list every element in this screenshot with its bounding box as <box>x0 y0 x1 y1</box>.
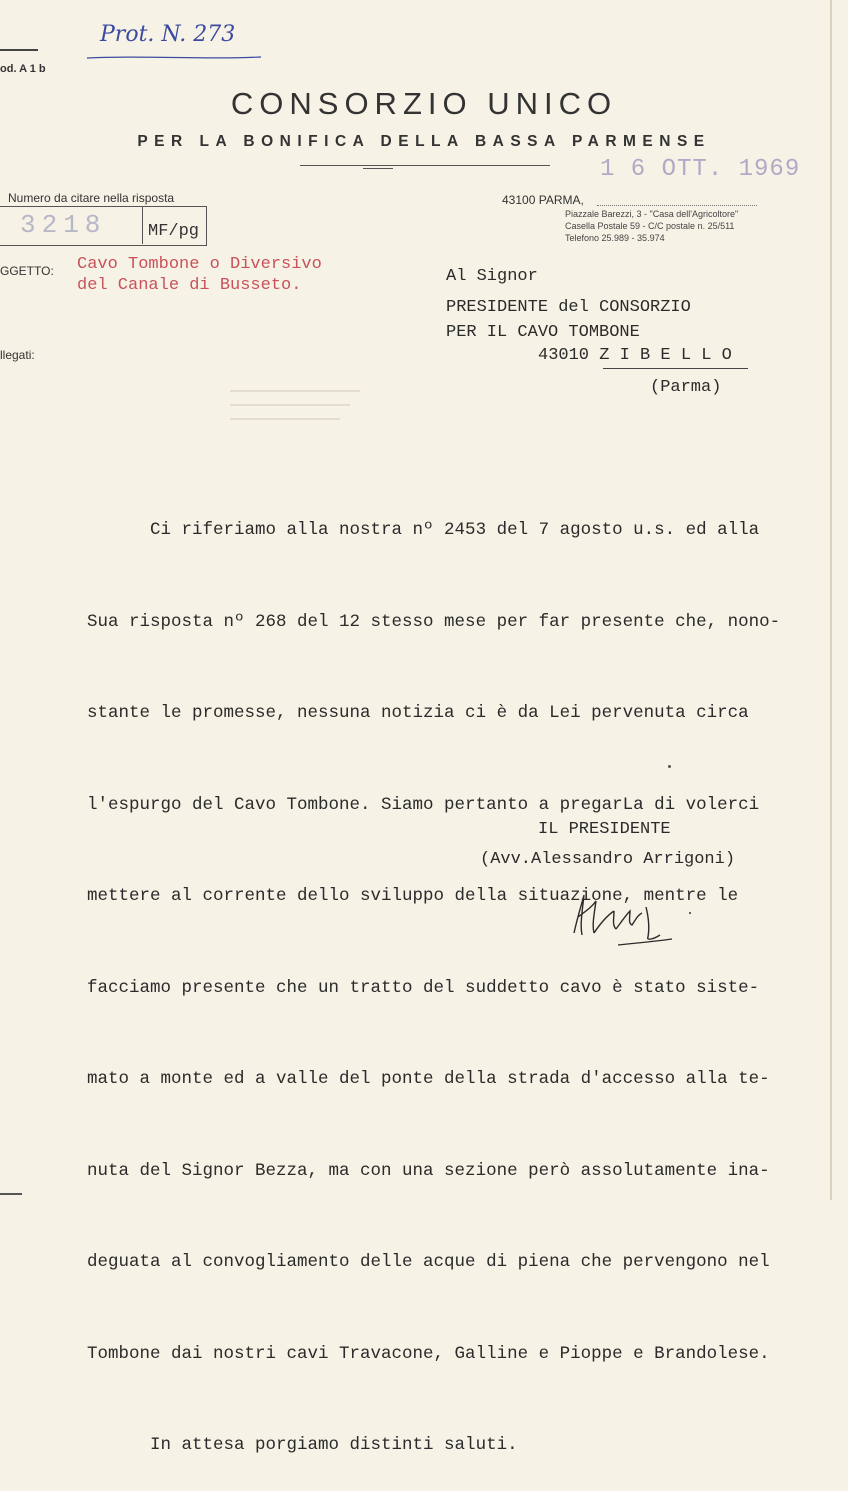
body-line: deguata al convogliamento delle acque di piena che pervengono nel <box>87 1252 770 1272</box>
oggetto-label: GGETTO: <box>0 264 54 278</box>
signature-name: (Avv.Alessandro Arrigoni) <box>480 850 736 869</box>
city-line: 43100 PARMA, <box>502 193 584 207</box>
body-line: mettere al corrente dello sviluppo della situazione, mentre le <box>87 886 739 906</box>
address-line: Casella Postale 59 - C/C postale n. 25/511 <box>565 221 735 231</box>
recipient-city-underline <box>603 368 748 369</box>
left-edge-dash <box>0 49 38 51</box>
bleed-mark <box>230 392 350 406</box>
recipient-province: (Parma) <box>650 378 722 397</box>
recipient-line: PRESIDENTE del CONSORZIO <box>446 298 691 317</box>
bleed-mark <box>230 380 360 392</box>
body-line: nuta del Signor Bezza, ma con una sezione però assolutamente ina- <box>87 1160 770 1181</box>
reference-initials: MF/pg <box>148 222 200 241</box>
body-line: Ci riferiamo alla nostra nº 2453 del 7 agosto u.s. ed alla <box>87 520 760 540</box>
handwritten-signature <box>568 885 698 955</box>
left-edge-lower-dash <box>0 1193 22 1195</box>
body-line: facciamo presente che un tratto del suddetto cavo è stato siste- <box>87 977 760 998</box>
mod-code: od. A 1 b <box>0 63 46 75</box>
body-line: mato a monte ed a valle del ponte della strada d'accesso alla te- <box>87 1069 770 1089</box>
ink-dot <box>668 765 671 768</box>
signature-title: IL PRESIDENTE <box>538 820 671 839</box>
handwritten-protocol: Prot. N. 273 <box>100 22 236 47</box>
date-stamp: 1 6 OTT. 1969 <box>600 156 801 183</box>
body-line: Sua risposta nº 268 del 12 stesso mese per far presente che, nono- <box>87 611 781 632</box>
oggetto-line: del Canale di Busseto. <box>77 276 302 295</box>
letter-body <box>87 454 780 1491</box>
recipient-line: PER IL CAVO TOMBONE <box>446 323 640 342</box>
body-line: l'espurgo del Cavo Tombone. Siamo pertanto a pregarLa di volerci <box>87 794 760 815</box>
letterhead-divider-mark <box>363 162 393 169</box>
city-dotted-line <box>597 205 757 206</box>
reference-number: 3218 <box>20 210 107 240</box>
allegati-label: llegati: <box>0 348 35 362</box>
address-block <box>565 208 738 244</box>
address-line: Piazzale Barezzi, 3 - "Casa dell'Agricoltore" <box>565 209 739 219</box>
oggetto-text <box>77 254 322 296</box>
page-subtitle: PER LA BONIFICA DELLA BASSA PARMENSE <box>137 133 711 150</box>
body-line: In attesa porgiamo distinti saluti. <box>87 1435 518 1455</box>
page-title: CONSORZIO UNICO <box>230 86 618 121</box>
reference-label: Numero da citare nella risposta <box>8 191 175 205</box>
address-line: Telefono 25.989 - 35.974 <box>565 233 665 243</box>
oggetto-line: Cavo Tombone o Diversivo <box>77 255 322 274</box>
recipient-city: 43010 Z I B E L L O <box>538 346 732 365</box>
bleed-mark <box>230 406 340 420</box>
body-line: stante le promesse, nessuna notizia ci è da Lei pervenuta circa <box>87 703 749 723</box>
recipient-line: Al Signor <box>446 267 538 286</box>
letterhead-divider <box>300 165 550 166</box>
right-paper-edge <box>830 0 832 1200</box>
recipient-block <box>446 264 691 345</box>
bleed-through-marks <box>230 380 360 420</box>
body-line: Tombone dai nostri cavi Travacone, Galline e Pioppe e Brandolese. <box>87 1343 770 1364</box>
reference-box-divider <box>142 206 143 244</box>
handwritten-underline <box>85 52 265 62</box>
